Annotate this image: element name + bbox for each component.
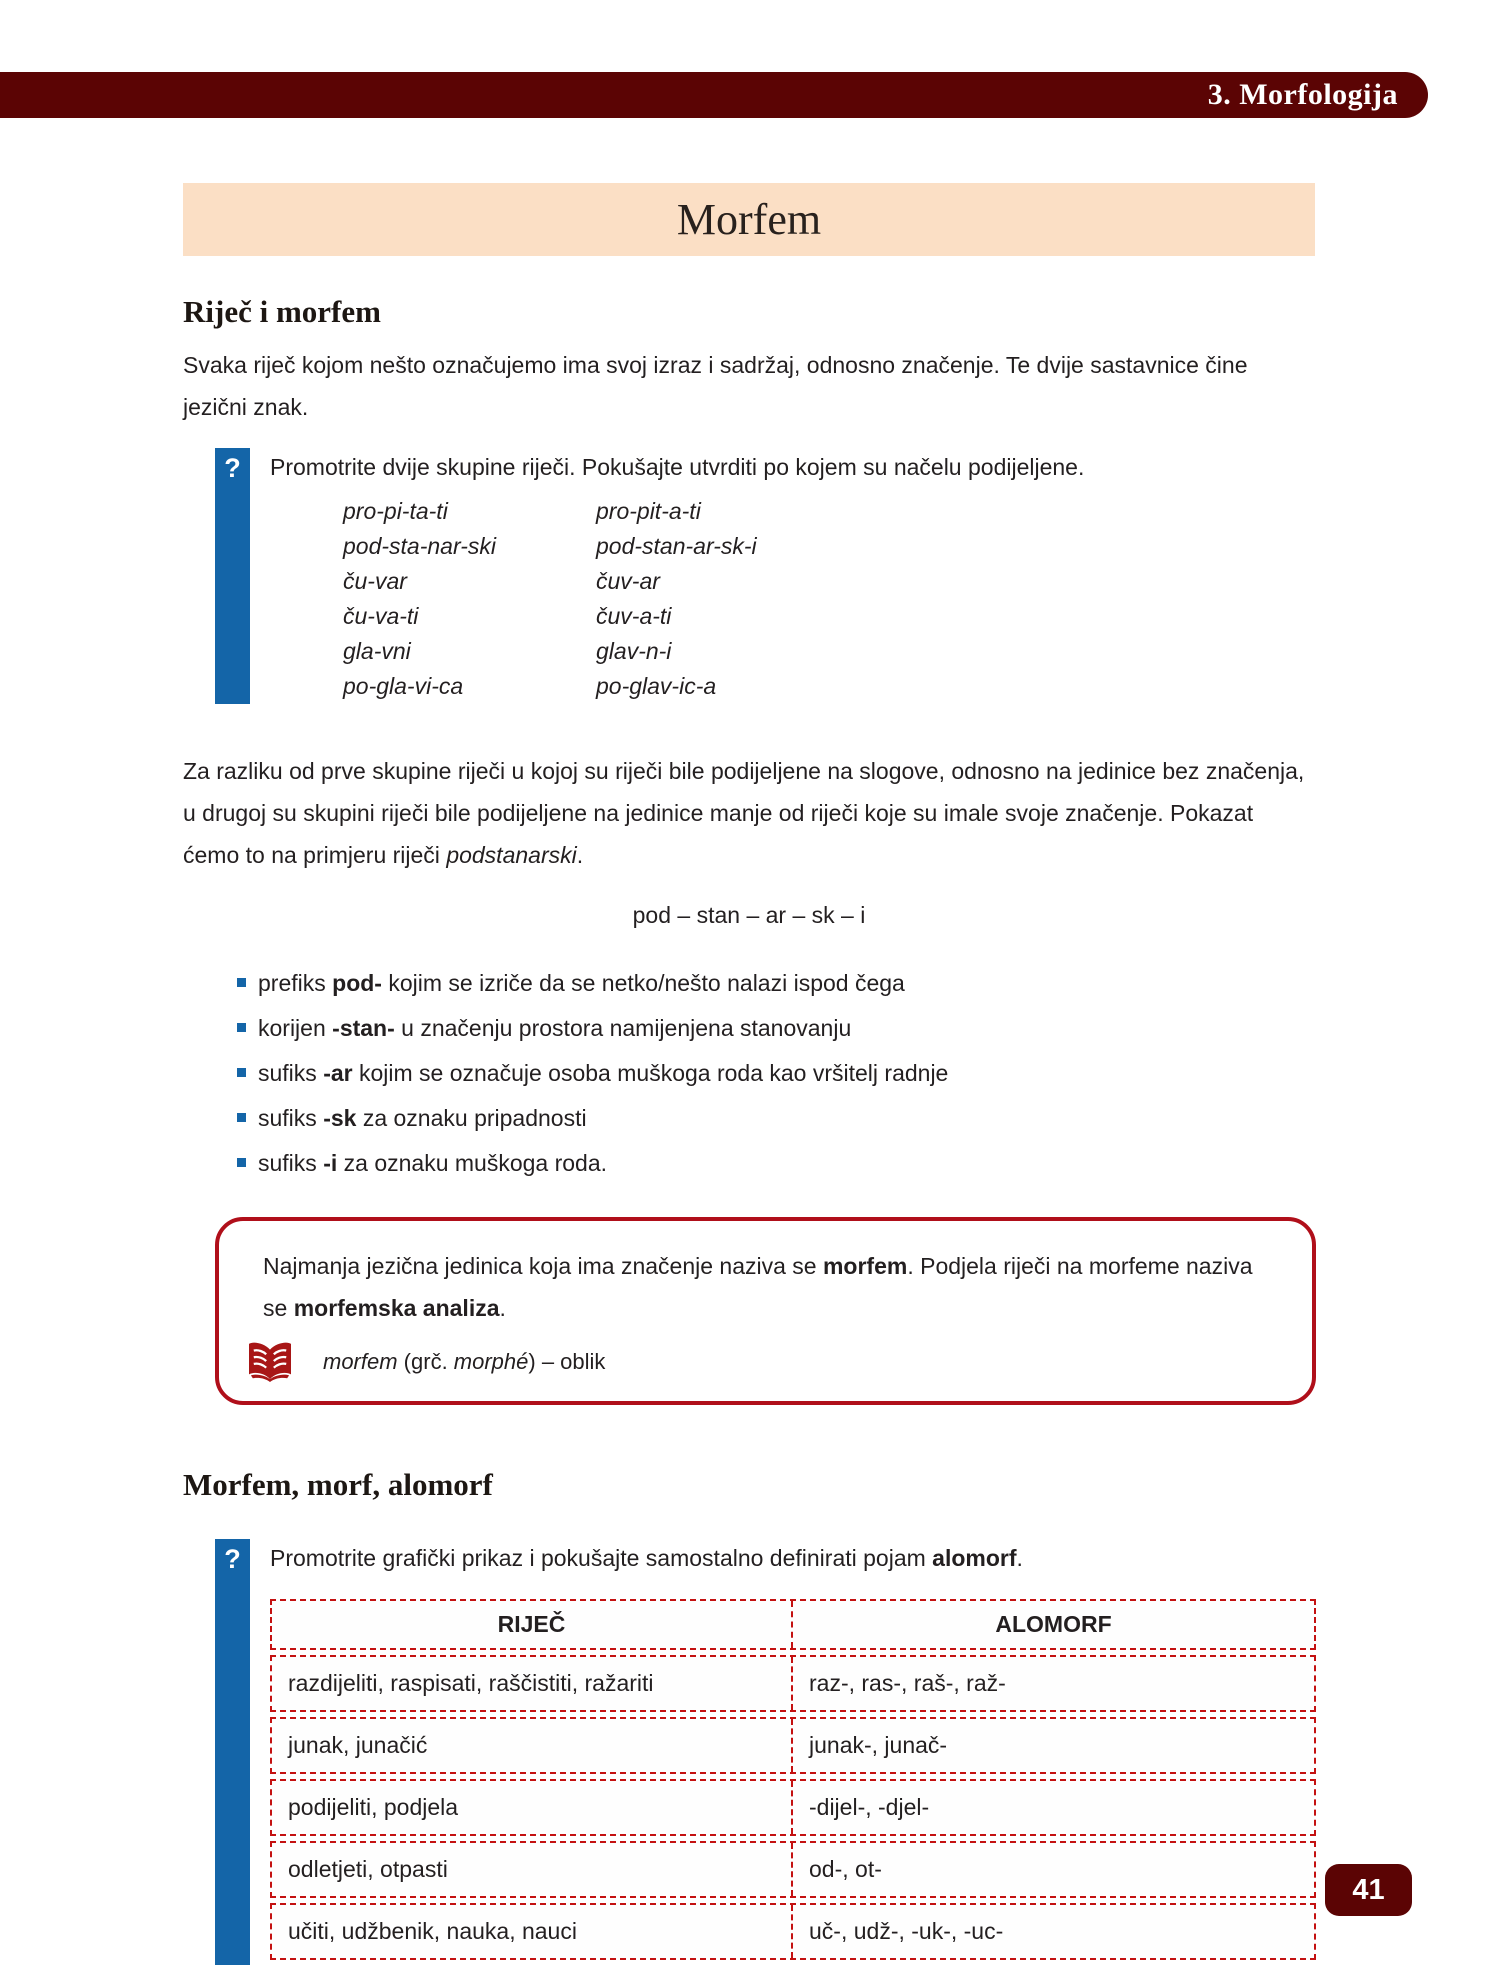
- morpheme-list: [237, 969, 1315, 1177]
- word-syllable: pro-pi-ta-ti: [343, 498, 448, 524]
- cell-word: razdijeliti, raspisati, raščistiti, ražariti: [272, 1657, 793, 1710]
- intro-paragraph: Svaka riječ kojom nešto označujemo ima svoj izraz i sadržaj, odnosno značenje. Te dvije sastavnice čine jezični znak.: [183, 352, 1248, 420]
- cell-alomorf: raz-, ras-, raš-, raž-: [809, 1670, 1006, 1696]
- question-rail: [215, 448, 250, 704]
- title-banner: [183, 183, 1315, 256]
- column-header-alomorf: ALOMORF: [995, 1611, 1112, 1637]
- word-row: [343, 529, 1315, 564]
- cell-alomorf: uč-, udž-, -uk-, -uc-: [809, 1918, 1004, 1944]
- table-row: [270, 1841, 1316, 1898]
- explanation-paragraph: Za razliku od prve skupine riječi u kojoj su riječi bile podijeljene na slogove, odnosno na jedinice bez značenja, u drugoj su skupini riječi bile podijeljene na jedinice manje od riječi koje su imale svoje značenje. Pokazat ćemo to na primjeru riječi podstanarski.: [183, 758, 1305, 868]
- bullet-square-icon: [237, 1158, 246, 1167]
- alomorf-table: [270, 1599, 1316, 1960]
- definition-box: [215, 1217, 1316, 1405]
- table-row: [270, 1903, 1316, 1960]
- list-item-text: sufiks -i za oznaku muškoga roda.: [258, 1150, 608, 1176]
- question-rail: [215, 1539, 250, 1965]
- list-item: [237, 1059, 1315, 1087]
- list-item: [237, 1014, 1315, 1042]
- question-block-2: [215, 1539, 1315, 1965]
- page-content: [183, 183, 1315, 1965]
- word-syllable: ču-va-ti: [343, 603, 419, 629]
- list-item: [237, 969, 1315, 997]
- chapter-header-bar: [0, 72, 1428, 118]
- word-morpheme: pod-stan-ar-sk-i: [596, 533, 757, 559]
- etymology-text: morfem (grč. morphé) – oblik: [323, 1349, 606, 1374]
- list-item: [237, 1149, 1315, 1177]
- word-syllable: ču-var: [343, 568, 407, 594]
- cell-alomorf: -dijel-, -djel-: [809, 1794, 930, 1820]
- bullet-square-icon: [237, 978, 246, 987]
- table-row: [270, 1655, 1316, 1712]
- question-content-2: [270, 1539, 1316, 1965]
- page-number-badge: [1325, 1864, 1412, 1916]
- cell-alomorf: junak-, junač-: [809, 1732, 948, 1758]
- chapter-title: 3. Morfologija: [1207, 78, 1398, 111]
- cell-alomorf: od-, ot-: [809, 1856, 882, 1882]
- word-morpheme: glav-n-i: [596, 638, 672, 664]
- bullet-square-icon: [237, 1023, 246, 1032]
- cell-word: podijeliti, podjela: [272, 1781, 793, 1834]
- table-row: [270, 1779, 1316, 1836]
- word-morpheme: čuv-a-ti: [596, 603, 672, 629]
- list-item-text: sufiks -ar kojim se označuje osoba muškoga roda kao vršitelj radnje: [258, 1060, 949, 1086]
- word-row: [343, 494, 1315, 529]
- etymology-row: [247, 1341, 1272, 1383]
- list-item: [237, 1104, 1315, 1132]
- word-row: [343, 599, 1315, 634]
- list-item-text: prefiks pod- kojim se izriče da se netko/nešto nalazi ispod čega: [258, 970, 905, 996]
- question-content-1: [270, 448, 1315, 704]
- morpheme-breakdown: pod – stan – ar – sk – i: [632, 902, 866, 928]
- word-columns: [343, 494, 1315, 704]
- question-block-1: [215, 448, 1315, 704]
- table-header-row: [270, 1599, 1316, 1650]
- cell-word: odletjeti, otpasti: [272, 1843, 793, 1896]
- section-heading-morfem-morf-alomorf: Morfem, morf, alomorf: [183, 1467, 493, 1502]
- word-morpheme: po-glav-ic-a: [596, 673, 717, 699]
- question-mark-icon: ?: [224, 1544, 241, 1574]
- question-mark-icon: ?: [224, 453, 241, 483]
- word-row: [343, 669, 1315, 704]
- word-morpheme: pro-pit-a-ti: [596, 498, 701, 524]
- column-header-rijec: RIJEČ: [272, 1601, 793, 1648]
- cell-word: učiti, udžbenik, nauka, nauci: [272, 1905, 793, 1958]
- word-row: [343, 634, 1315, 669]
- word-syllable: gla-vni: [343, 638, 411, 664]
- bullet-square-icon: [237, 1068, 246, 1077]
- word-row: [343, 564, 1315, 599]
- list-item-text: korijen -stan- u značenju prostora namijenjena stanovanju: [258, 1015, 852, 1041]
- question-text-1: Promotrite dvije skupine riječi. Pokušajte utvrditi po kojem su načelu podijeljene.: [270, 454, 1085, 480]
- list-item-text: sufiks -sk za oznaku pripadnosti: [258, 1105, 587, 1131]
- word-syllable: pod-sta-nar-ski: [343, 533, 496, 559]
- table-row: [270, 1717, 1316, 1774]
- section-heading-rijec-i-morfem: Riječ i morfem: [183, 294, 381, 329]
- word-syllable: po-gla-vi-ca: [343, 673, 464, 699]
- page-number: 41: [1352, 1873, 1385, 1906]
- word-morpheme: čuv-ar: [596, 568, 660, 594]
- bullet-square-icon: [237, 1113, 246, 1122]
- page-title: Morfem: [676, 195, 822, 244]
- book-icon: [247, 1341, 293, 1383]
- cell-word: junak, junačić: [272, 1719, 793, 1772]
- definition-text: Najmanja jezična jedinica koja ima značenje naziva se morfem. Podjela riječi na morfeme naziva se morfemska analiza.: [263, 1253, 1253, 1321]
- question-text-2: Promotrite grafički prikaz i pokušajte samostalno definirati pojam alomorf.: [270, 1545, 1023, 1571]
